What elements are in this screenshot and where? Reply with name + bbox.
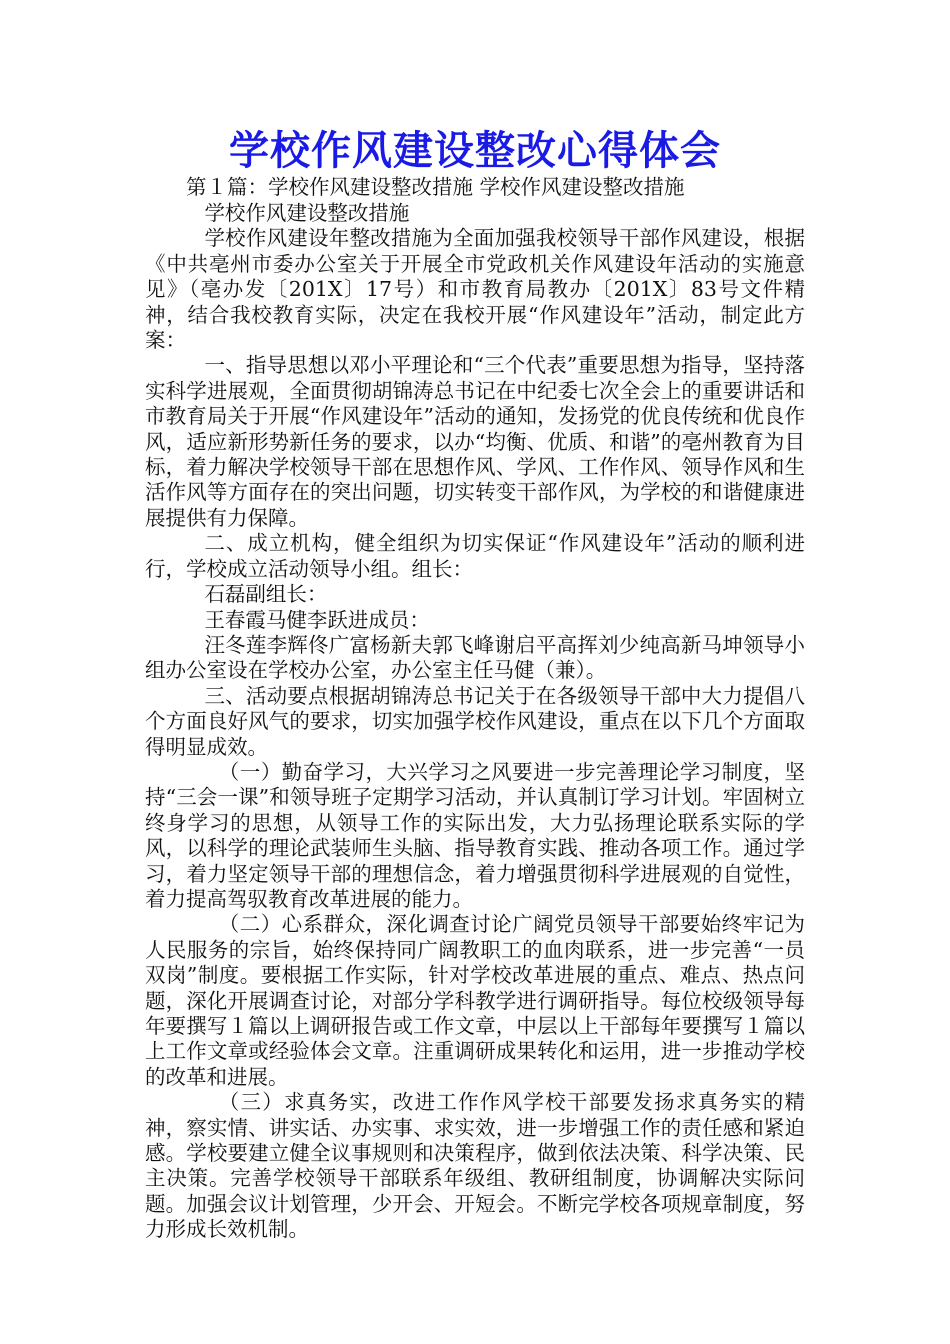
document-title: 学校作风建设整改心得体会 [229, 127, 721, 174]
document-body [145, 201, 805, 1243]
paragraph-heading: 学校作风建设整改措施 [204, 201, 410, 225]
paragraph-study: （一）勤奋学习，大兴学习之风要进一步完善理论学习制度，坚持“三会一课”和领导班子定期学习活动，并认真制订学习计划。牢固树立终身学习的思想，从领导工作的实际出发，大力弘扬理论联系实际的学风，以科学的理论武装师生头脑、指导教育实践、推动各项工作。通过学习，着力坚定领导干部的理想信念，着力增强贯彻科学进展观的自觉性，着力提高驾驭教育改革进展的能力。 [145, 759, 805, 911]
paragraph-deputy-leader: 石磊副组长： [204, 582, 328, 607]
paragraph-members: 汪冬莲李辉佟广富杨新夫郭飞峰谢启平高挥刘少纯高新马坤领导小组办公室设在学校办公室，办公室主任马健（兼）。 [145, 632, 805, 683]
paragraph-members-heading: 王春霞马健李跃进成员： [204, 607, 430, 632]
paragraph-pragmatic: （三）求真务实，改进工作作风学校干部要发扬求真务实的精神，察实情、讲实话、办实事、求实效，进一步增强工作的责任感和紧迫感。学校要建立健全议事规则和决策程序，做到依法决策、科学决策、民主决策。完善学校领导干部联系年级组、教研组制度，协调解决实际问题。加强会议计划管理，少开会、开短会。不断完学校各项规章制度，努力形成长效机制。 [145, 1090, 805, 1242]
paragraph-organization: 二、成立机构，健全组织为切实保证“作风建设年”活动的顺利进行，学校成立活动领导小组。组长： [145, 531, 805, 581]
document-subtitle: 第１篇：学校作风建设整改措施 学校作风建设整改措施 [186, 175, 685, 199]
paragraph-key-points: 三、活动要点根据胡锦涛总书记关于在各级领导干部中大力提倡八个方面良好风气的要求，切实加强学校作风建设，重点在以下几个方面取得明显成效。 [145, 683, 805, 759]
paragraph-guiding-ideology: 一、指导思想以邓小平理论和“三个代表”重要思想为指导，坚持落实科学进展观，全面贯彻胡锦涛总书记在中纪委七次全会上的重要讲话和市教育局关于开展“作风建设年”活动的通知，发扬党的优良传统和优良作风，适应新形势新任务的要求，以办“均衡、优质、和谐”的亳州教育为目标，着力解决学校领导干部在思想作风、学风、工作作风、领导作风和生活作风等方面存在的突出问题，切实转变干部作风，为学校的和谐健康进展提供有力保障。 [145, 353, 805, 530]
paragraph-masses: （二）心系群众，深化调查讨论广阔党员领导干部要始终牢记为人民服务的宗旨，始终保持同广阔教职工的血肉联系，进一步完善“一员双岗”制度。要根据工作实际，针对学校改革进展的重点、难点、热点问题，深化开展调查讨论，对部分学科教学进行调研指导。每位校级领导每年要撰写１篇以上调研报告或工作文章，中层以上干部每年要撰写１篇以上工作文章或经验体会文章。注重调研成果转化和运用，进一步推动学校的改革和进展。 [145, 912, 805, 1089]
paragraph-intro: 学校作风建设年整改措施为全面加强我校领导干部作风建设，根据《中共亳州市委办公室关于开展全市党政机关作风建设年活动的实施意见》（亳办发〔201X〕17号）和市教育局教办〔201X〕83号文件精神，结合我校教育实际，决定在我校开展“作风建设年”活动，制定此方案： [145, 226, 805, 353]
